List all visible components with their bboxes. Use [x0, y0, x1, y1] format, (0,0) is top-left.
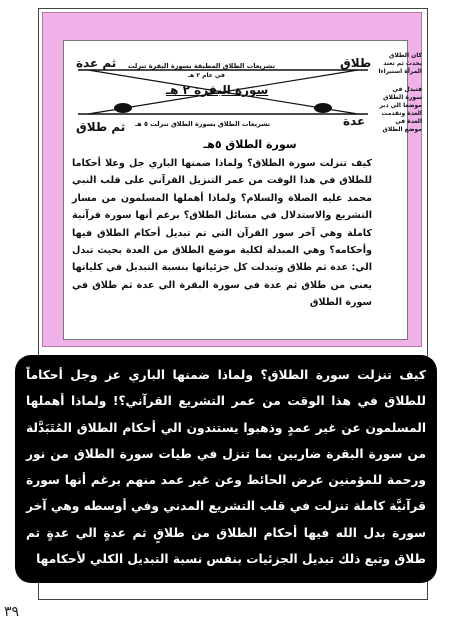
center-label: سورة البقرة ٢ هـ	[166, 83, 269, 97]
bottom-right-label: عدة	[343, 114, 366, 128]
inner-body-text: كيف تنزلت سورة الطلاق؟ ولماذا ضمنها الباري جل وعلا أحكاما للطلاق في هذا الوقت من عمر التنزيل القرآني على قلب النبي محمد عليه الصلاة والسلام؟ ولماذا أهملها المسلمون من مسار التشريع والاستدلال في مسائل الطلاق؟ برغم أنها سورة قرآنية كاملة وهي آخر سور القرآن التي تم تبديل أحكام الطلاق فيها وأحكامه؟ وهي المبدلة لكلية موضع الطلاق من العدة بحيث تبدل الي: عدة ثم طلاق وتبدلت كل جزئياتها بنسبة التبديل في كلياتها يعني من طلاق ثم عدة في سورة البقرة الي عدة ثم طلاق في سورة الطلاق	[72, 158, 372, 309]
top-left-label: ثم عدة	[76, 56, 117, 70]
ink-blot-right	[314, 103, 332, 113]
top-caption: تشريعات الطلاق المطبقة بسورة البقرة تنزلت	[128, 62, 275, 70]
highlight-text: كيف تنزلت سورة الطلاق؟ ولماذا ضمنها الباري عز وجل أحكاماً للطلاق في هذا الوقت من عمر التشريع القرآني؟! ولماذا أهملها المسلمون عن غير عمدٍ وذهبوا يستندون الي أحكام الطلاق المُتَبَدَّلة من سورة البقرة ضاربين بما تنزل في طيات سورة الطلاق من نور ورحمة للمؤمنين عرض الحائط وعن غير عمد منهم برغم أنها سورة قرآنيَّة كاملة تنزلت في قلب التشريع المدني وفي أوسطه وهي آخر سورة بدل الله فيها أحكام الطلاق من طلاقٍ ثم عدةٍ الي عدةٍ ثم طلاق وتبع ذلك تبديل الجزئيات بنفس نسبة التبديل الكلي لأحكامها	[26, 368, 426, 567]
bottom-left-label: ثم طلاق	[76, 120, 126, 134]
top-caption-sub: في عام ٢ هـ	[188, 72, 225, 79]
margin-notes	[376, 52, 422, 342]
bottom-caption: تشريعات الطلاق بسورة الطلاق تنزلت ٥ هـ	[135, 120, 271, 128]
inner-title: سورة الطلاق ٥هـ	[203, 138, 297, 151]
margin-note: كان الطلاق يحدث ثم تعتد المرأة استبراءا	[378, 52, 422, 75]
ink-blot-left	[114, 103, 132, 113]
page-number: ٣٩	[4, 604, 20, 620]
margin-note: فتبدل في سورة الطلاق موضعا الي دبر العدة وتقدمت العدة في موضع الطلاق	[379, 86, 422, 133]
top-right-label: طلاق	[340, 56, 372, 70]
